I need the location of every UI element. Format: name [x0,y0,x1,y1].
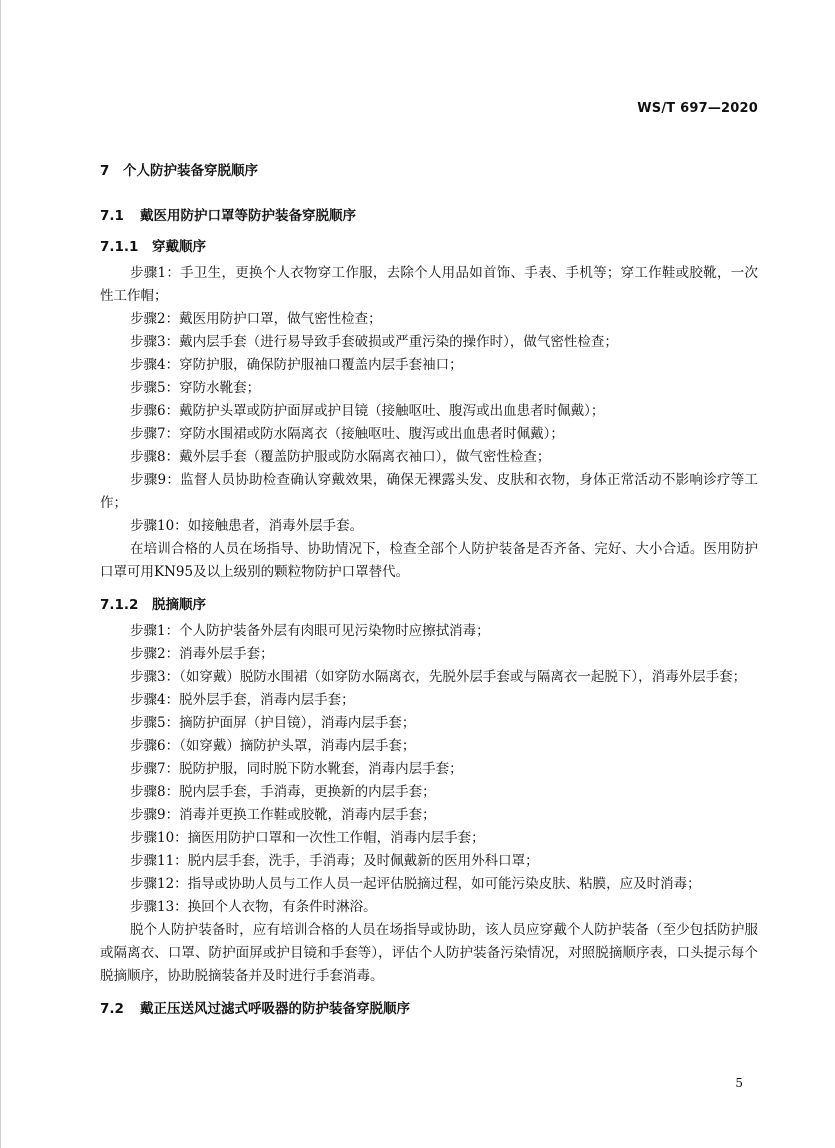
section-title: 个人防护装备穿脱顺序 [123,163,258,179]
paragraph: 步骤6：（如穿戴）摘防护头罩，消毒内层手套； [130,738,416,754]
paragraph: 步骤4：穿防护服，确保防护服袖口覆盖内层手套袖口； [130,357,463,373]
paragraph: 在培训合格的人员在场指导、协助情况下，检查全部个人防护装备是否齐备、完好、大小合适。医用防护口罩可用KN95及以上级别的颗粒物防护口罩替代。 [100,541,758,580]
paragraph: 脱个人防护装备时，应有培训合格的人员在场指导或协助，该人员应穿戴个人防护装备（至少包括防护服或隔离衣、口罩、防护面屏或护目镜和手套等），评估个人防护装备污染情况，对照脱摘顺序表，口头提示每个脱摘顺序，协助脱摘装备并及时进行手套消毒。 [100,922,758,984]
document-code: WS/T 697—2020 [637,101,758,116]
paragraph: 步骤2：消毒外层手套； [130,646,274,662]
section-title: 脱摘顺序 [152,597,206,613]
paragraph: 步骤3：戴内层手套（进行易导致手套破损或严重污染的操作时），做气密性检查； [130,334,618,350]
paragraph: 步骤8：脱内层手套，手消毒，更换新的内层手套； [130,784,436,800]
paragraph: 步骤5：穿防水靴套； [130,380,261,396]
section-number: 7.1.2 [100,597,139,613]
section-title: 戴正压送风过滤式呼吸器的防护装备穿脱顺序 [140,1001,410,1017]
section-title: 穿戴顺序 [152,239,206,255]
paragraph: 步骤10：摘医用防护口罩和一次性工作帽，消毒内层手套； [130,830,485,846]
paragraph: 步骤10：如接触患者，消毒外层手套。 [130,518,364,534]
section-number: 7 [100,163,110,179]
section-number: 7.2 [100,1001,124,1017]
paragraph: 步骤8：戴外层手套（覆盖防护服或防水隔离衣袖口），做气密性检查； [130,449,551,465]
section-7-heading [100,160,758,182]
page-number: 5 [735,1076,743,1090]
section-7-2-heading [100,998,758,1020]
paragraph: 步骤3：（如穿戴）脱防水围裙（如穿防水隔离衣，先脱外层手套或与隔离衣一起脱下），消毒外层手套； [130,669,747,685]
document-body [100,160,758,1029]
paragraph: 步骤1：手卫生，更换个人衣物穿工作服，去除个人用品如首饰、手表、手机等；穿工作鞋或胶靴，一次性工作帽； [100,265,758,304]
section-title: 戴医用防护口罩等防护装备穿脱顺序 [140,208,356,224]
paragraph: 步骤9：监督人员协助检查确认穿戴效果，确保无裸露头发、皮肤和衣物，身体正常活动不影响诊疗等工作； [100,472,758,511]
paragraph: 步骤11：脱内层手套，洗手，手消毒；及时佩戴新的医用外科口罩； [130,853,539,869]
paragraph: 步骤7：穿防水围裙或防水隔离衣（接触呕吐、腹泻或出血患者时佩戴）； [130,426,564,442]
section-number: 7.1.1 [100,239,139,255]
paragraph: 步骤6：戴防护头罩或防护面屏或护目镜（接触呕吐、腹泻或出血患者时佩戴）； [130,403,605,419]
section-number: 7.1 [100,208,124,224]
page-edge [0,0,1,1148]
section-7-1-2-heading [100,594,758,616]
section-7-1-1-heading [100,236,758,258]
paragraph: 步骤5：摘防护面屏（护目镜），消毒内层手套； [130,715,416,731]
paragraph: 步骤12：指导或协助人员与工作人员一起评估脱摘过程，如可能污染皮肤、粘膜，应及时消毒； [130,876,701,892]
paragraph: 步骤2：戴医用防护口罩，做气密性检查； [130,311,382,327]
paragraph: 步骤1：个人防护装备外层有肉眼可见污染物时应擦拭消毒； [130,623,490,639]
paragraph: 步骤4：脱外层手套，消毒内层手套； [130,692,355,708]
paragraph: 步骤9：消毒并更换工作鞋或胶靴，消毒内层手套； [130,807,436,823]
paragraph: 步骤13：换回个人衣物，有条件时淋浴。 [130,899,377,915]
paragraph: 步骤7：脱防护服，同时脱下防水靴套，消毒内层手套； [130,761,463,777]
section-7-1-heading [100,205,758,227]
